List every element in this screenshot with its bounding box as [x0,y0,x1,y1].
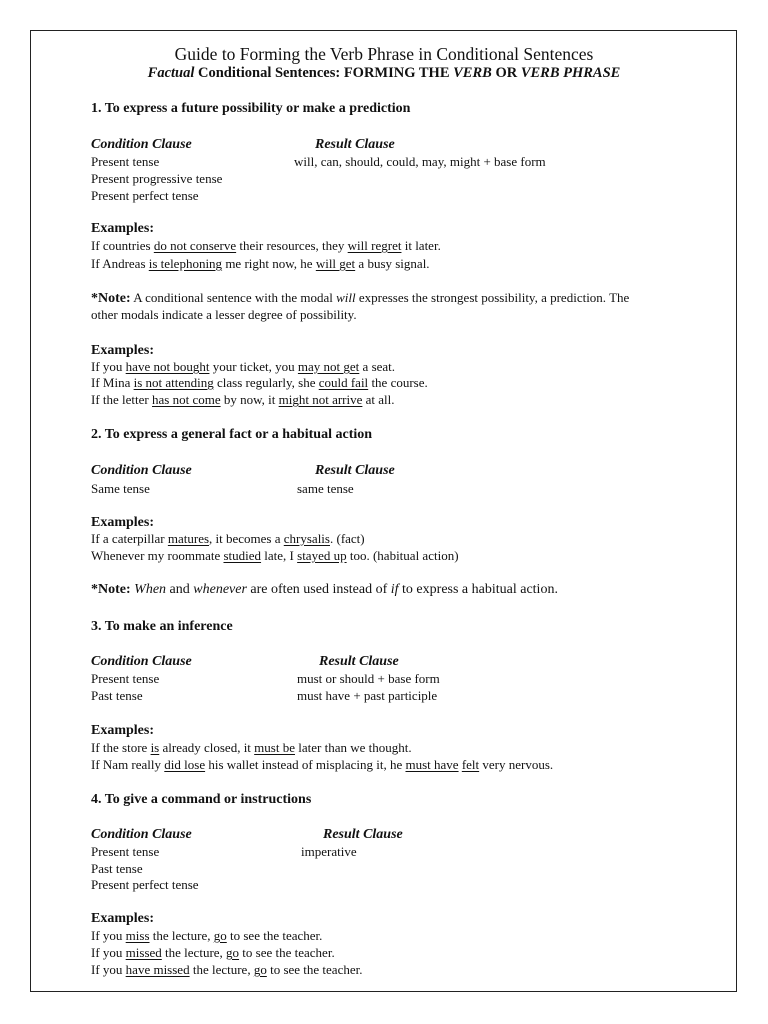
examples-label: Examples: [91,723,154,738]
section-4-heading: 4. To give a command or instructions [91,792,312,807]
example-sentence: If you have missed the lecture, go to see the teacher. [91,962,363,977]
note-text-continued: other modals indicate a lesser degree of possibility. [91,307,357,322]
result-clause-header: Result Clause [323,827,403,842]
condition-item: Present perfect tense [91,188,199,203]
condition-item: Present perfect tense [91,877,199,892]
example-sentence: If the store is already closed, it must be later than we thought. [91,740,412,755]
condition-item: Past tense [91,688,143,703]
examples-label: Examples: [91,343,154,358]
result-item: will, can, should, could, may, might + base form [294,154,546,169]
section-3-heading: 3. To make an inference [91,619,233,634]
example-sentence: If you have not bought your ticket, you may not get a seat. [91,359,396,374]
example-sentence: If Mina is not attending class regularly, she could fail the course. [91,375,428,390]
examples-label: Examples: [91,515,154,530]
example-sentence: Whenever my roommate studied late, I stayed up too. (habitual action) [91,548,459,563]
result-item: must or should + base form [297,671,440,686]
example-sentence: If you missed the lecture, go to see the teacher. [91,945,335,960]
condition-item: Present tense [91,671,160,686]
condition-clause-header: Condition Clause [91,827,192,842]
result-clause-header: Result Clause [315,463,395,478]
result-item: imperative [301,844,357,859]
note-text: *Note: A conditional sentence with the modal will expresses the strongest possibility, a prediction. The [91,290,630,306]
page-subtitle: Factual Conditional Sentences: FORMING THE VERB OR VERB PHRASE [147,65,621,81]
result-item: same tense [297,481,354,496]
result-clause-header: Result Clause [319,654,399,669]
section-2-heading: 2. To express a general fact or a habitual action [91,427,373,442]
condition-item: Present tense [91,154,160,169]
condition-clause-header: Condition Clause [91,137,192,152]
condition-item: Same tense [91,481,150,496]
example-sentence: If countries do not conserve their resources, they will regret it later. [91,238,441,253]
condition-clause-header: Condition Clause [91,654,192,669]
result-clause-header: Result Clause [315,137,395,152]
examples-label: Examples: [91,221,154,236]
condition-item: Present tense [91,844,160,859]
example-sentence: If the letter has not come by now, it might not arrive at all. [91,392,395,407]
result-item: must have + past participle [297,688,438,703]
example-sentence: If you miss the lecture, go to see the teacher. [91,928,323,943]
example-sentence: If a caterpillar matures, it becomes a chrysalis. (fact) [91,531,365,546]
examples-label: Examples: [91,911,154,926]
note-text: *Note: When and whenever are often used instead of if to express a habitual action. [91,582,558,597]
condition-clause-header: Condition Clause [91,463,192,478]
page-title: Guide to Forming the Verb Phrase in Conditional Sentences [174,44,594,64]
condition-item: Present progressive tense [91,171,223,186]
example-sentence: If Andreas is telephoning me right now, he will get a busy signal. [91,256,430,271]
section-1-heading: 1. To express a future possibility or make a prediction [91,101,411,116]
example-sentence: If Nam really did lose his wallet instead of misplacing it, he must have felt very nervous. [91,757,554,772]
condition-item: Past tense [91,861,143,876]
